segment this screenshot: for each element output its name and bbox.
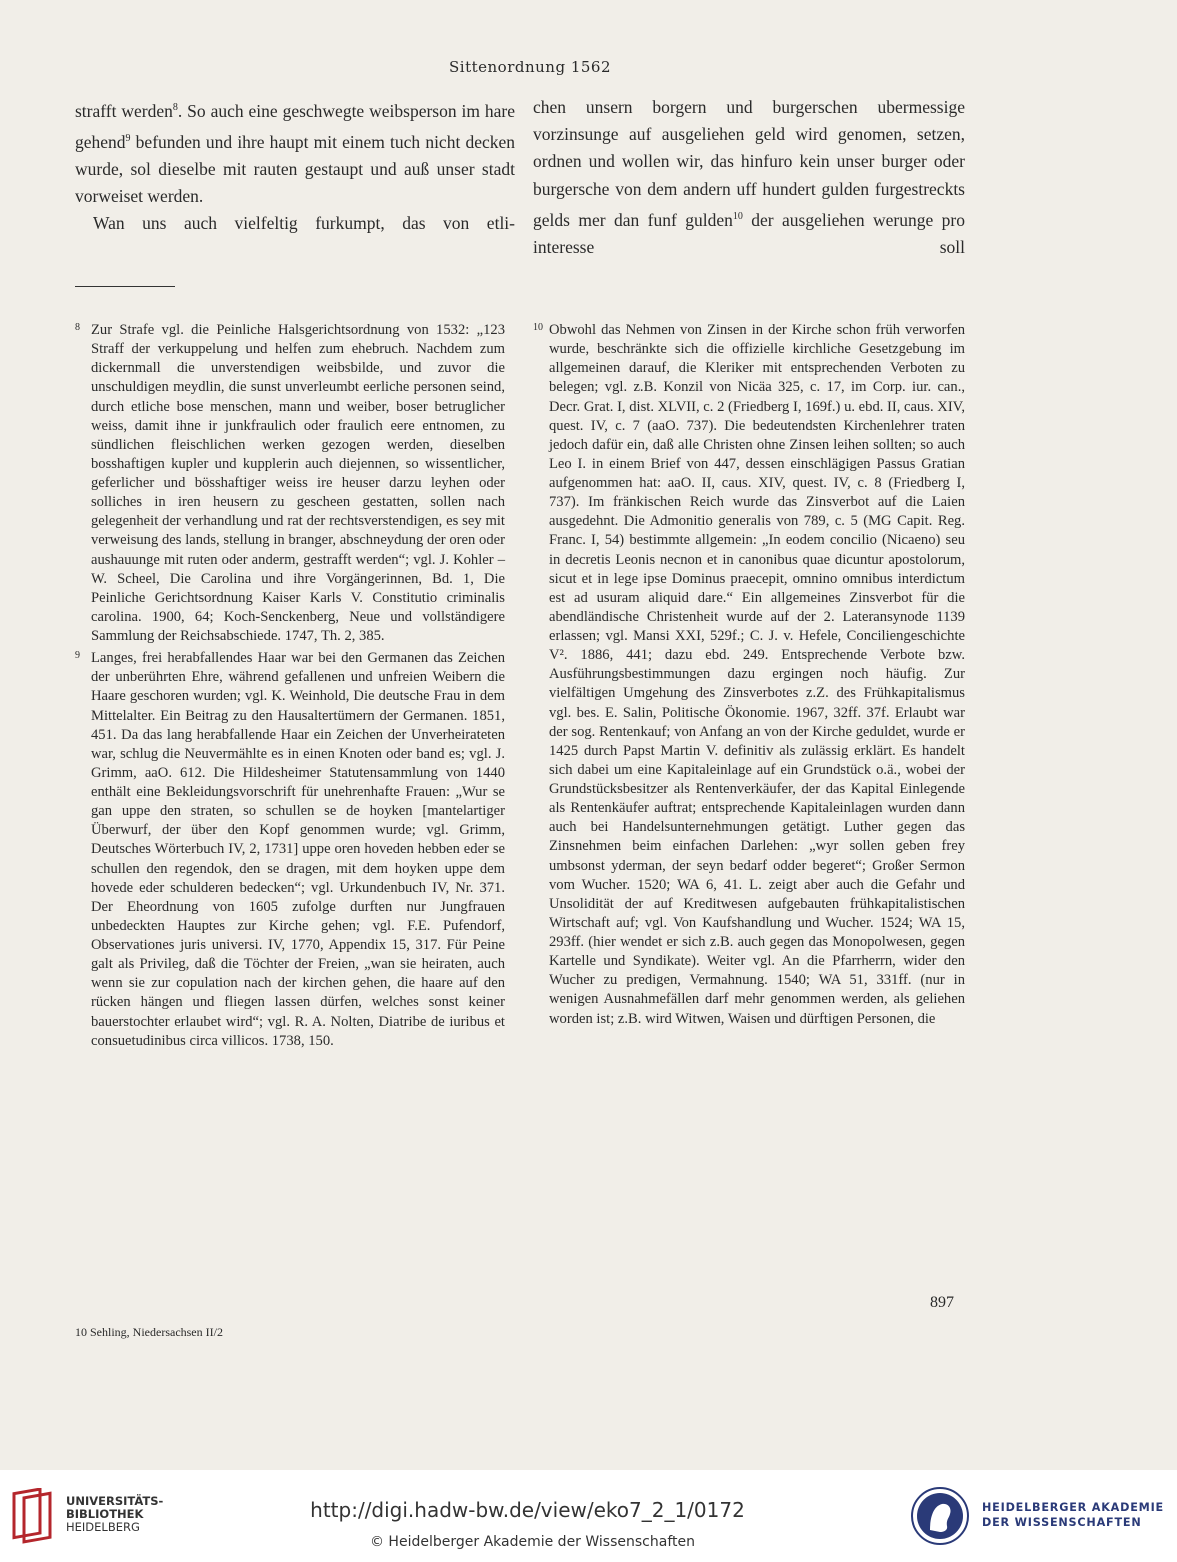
footnote-10 [533,318,965,1029]
footnote-ref[interactable]: 9 [125,133,131,145]
main-paragraph: Wan uns auch vielfeltig furkumpt, das von etli- [93,213,515,234]
main-text-left-column [75,94,515,238]
page-url-link[interactable]: http://digi.hadw-bw.de/view/eko7_2_1/0172 [310,1498,745,1522]
main-text-right-column [533,94,965,261]
footnote-rule [75,286,175,287]
footnote-number: 9 [75,650,80,662]
running-head: Sittenordnung 1562 [449,58,611,76]
footnote-9 [75,646,505,1051]
footnote-text: Langes, frei herabfallendes Haar war bei den Germanen das Zeichen der unberührten Ehre, während gefallenen und unfreien Weibern die Haare geschoren wurden; vgl. K. Weinhold, Die deutsche Frau in dem Mittelalter. Ein Beitrag zu den Hausaltertümern der Germanen. 1851, 451. Da das lang herabfallende Haar ein Zeichen der Unverheirateten war, schlug die Neuvermählte es in einen Knoten oder band es; vgl. J. Grimm, aaO. 612. Die Hildesheimer Statutensammlung von 1440 enthält eine Bekleidungsvorschrift für unehrenhafte Frauen: „Wur se gan uppe den straten, so schullen se de hoyken [mantelartiger Überwurf, der über den Kopf genommen wurde; vgl. Grimm, Deutsches Wörterbuch IV, 2, 1731] uppe oren hoveden hebben eder se schullen den regendok, den se dragen, mit dem hoyken uppe dem hovede eder schulderen bedecken“; vgl. Urkundenbuch IV, Nr. 371. Der Eheordnung von 1605 zufolge durften nur Jungfrauen unbedeckten Hauptes zur Kirche gehen; vgl. F.E. Pufendorf, Observationes juris universi. IV, 1770, Appendix 15, 317. Für Peine galt als Privileg, daß die Töchter der Freien, „wan sie heiraten, auch wenn sie zur copulation nach der kirchen gehen, die haare auf den rücken hängen und fliegen lassen dürfen, welches sonst keiner bauerstochter erlaubet wird“; vgl. R. A. Nolten, Diatribe de iuribus et consuetudinibus circa villicos. 1738, 150. [91,650,505,1049]
page-number: 897 [930,1294,954,1311]
footnote-number: 8 [75,322,80,333]
footnotes-left-column [75,318,505,1051]
footnote-text: Zur Strafe vgl. die Peinliche Halsgerichtsordnung von 1532: „123 Straff der verkuppelung und helfen zum ehebruch. Nachdem zum dickernmall die unverstendigen weibsbilde, und zuvor die unschuldigen meydlin, die sunst unverleumbt eerliche personen seind, durch etliche bose menschen, mann und weiber, boser betruglicher weiss, damit ihne ir junkfraulich oder fraulich eere entnomen, zu sündlichen fleischlichen werken gezogen werden, dieselben bosshaftigen kupler und kupplerin auch diejennen, so wissentlicher, geferlicher und bösshaftiger weiss ire heuser darzu leyhen oder solliches in iren heusern zu gescheen gestatten, sollen nach gelegenheit der verhandlung und rat der rechtsverstendigen, es sey mit verweisung des lands, stellung in branger, abschneydung der oren oder aushauunge mit ruten oder anderm, gestrafft werden“; vgl. J. Kohler – W. Scheel, Die Carolina und ihre Vorgängerinnen, Bd. 1, Die Peinliche Gerichtsordnung Kaiser Karls V. Constitutio criminalis carolina. 1900, 64; Koch-Senckenberg, Neue und vollständigere Sammlung der Reichsabschiede. 1747, Th. 2, 385. [91,322,505,644]
viewer-footer [0,1470,1177,1562]
footnote-text: Obwohl das Nehmen von Zinsen in der Kirche schon früh verworfen wurde, beschränkte sich die offizielle kirchliche Gesetzgebung im allgemeinen darauf, die Kleriker mit entsprechenden Verboten zu belegen; vgl. z.B. Konzil von Nicäa 325, c. 17, im Corp. iur. can., Decr. Grat. I, dist. XLVII, c. 2 (Friedberg I, 169f.) u. ebd. II, caus. XIV, quest. IV, c. 7 (aaO. 737). Die bedeutendsten Kirchenlehrer traten jedoch dafür ein, daß alle Christen ohne Zinsen leihen sollten; so auch Leo I. in einem Brief von 447, dessen einschlägigen Passus Gratian aufgenommen hat: aaO. II, caus. XIV, quest. IV, c. 8 (Friedberg I, 737). Im fränkischen Reich wurde das Zinsverbot auf die Laien ausgedehnt. Die Admonitio generalis von 789, c. 5 (MG Capit. Reg. Franc. I, 54) bestimmte allgemein: „In eodem concilio (Nicaeno) seu in decretis Leonis necnon et in canonibus quae dicuntur apostolorum, sicut et in lege ipse Dominus praecepit, omnino omnibus interdictum est ad usuram aliquid dare.“ Ein allgemeines Zinsverbot für die abendländische Christenheit wurde auf der 2. Lateransynode 1139 erlassen; vgl. Mansi XXI, 529f.; C. J. v. Hefele, Conciliengeschichte V². 1886, 441; dazu ebd. 249. Entsprechende Verbote bzw. Ausführungsbestimmungen dazu ergingen noch häufig. Zur vielfältigen Umgehung des Zinsverbotes z.Z. des Frühkapitalismus vgl. bes. E. Salin, Politische Ökonomie. 1967, 32ff. 37f. Erlaubt war der sog. Rentenkauf; von Anfang an von der Kirche geduldet, wurde er 1425 durch Papst Martin V. definitiv als zulässig erklärt. Es handelt sich dabei um eine Kapitaleinlage auf ein Grundstück o.ä., wobei der Grundstücksbesitzer als Rentenverkäufer, der das Kapital Einlegende als Rentenkäufer auftrat; entsprechende Kapitaleinlagen wurden dann auch bei Handelsunternehmungen getätigt. Luther gegen das Zinsnehmen beim einfachen Darlehen: „wyr sollen geben frey umbsonst yderman, der seyn bedarf odder begeret“; Großer Sermon vom Wucher. 1520; WA 6, 41. L. zeigt aber auch die Gefahr und Unsolidität der auf Kreditwesen aufgebauten frühkapitalistischen Wirtschaft auf; vgl. Von Kaufshandlung und Wucher. 1524; WA 15, 293ff. (hier wendet er sich z.B. auch gegen das Monopolwesen, gegen Kartelle und Syndikate). Weiter vgl. An die Pfarrherrn, wider den Wucher zu predigen, Vermahnung. 1540; WA 51, 331ff. (nur in wenigen Ausnahmefällen darf mehr genommen werden, als geliehen worden ist; z.B. wird Witwen, Waisen und dürftigen Personen, die [549,322,965,1027]
footnotes-right-column [533,318,965,1029]
footnote-8 [75,318,505,646]
footnote-number: 10 [533,322,543,333]
footnote-ref[interactable]: 10 [732,210,743,222]
copyright-notice: © Heidelberger Akademie der Wissenschaften [369,1534,695,1550]
hadw-seal-icon[interactable] [910,1486,970,1546]
hadw-name[interactable]: HEIDELBERGER AKADEMIE DER WISSENSCHAFTEN [982,1501,1164,1529]
main-paragraph: chen unsern borgern und burgerschen ubermessige vorzinsunge auf ausgeliehen geld wird genomen, setzen, ordnen und wollen wir, das hinfuro kein unser burger oder burgersche von dem andern uff hundert gulden furgestreckts gelds mer dan funf gulden$^{10}$ der ausgeliehen werunge pro interesse soll [533,97,966,257]
footnote-ref[interactable]: 8 [172,102,178,113]
ub-heidelberg-name[interactable]: UNIVERSITÄTS- BIBLIOTHEK HEIDELBERG [66,1494,164,1534]
main-paragraph: strafft werden$^8$. So auch eine geschwegte weibsperson im hare gehend$^9$ befunden und ihre haupt mit einem tuch nicht decken wurde, sol dieselbe mit rauten gestaupt und auß unser stadt vorweiset werden. [75,100,515,207]
printer-signature: 10 Sehling, Niedersachsen II/2 [75,1325,223,1339]
